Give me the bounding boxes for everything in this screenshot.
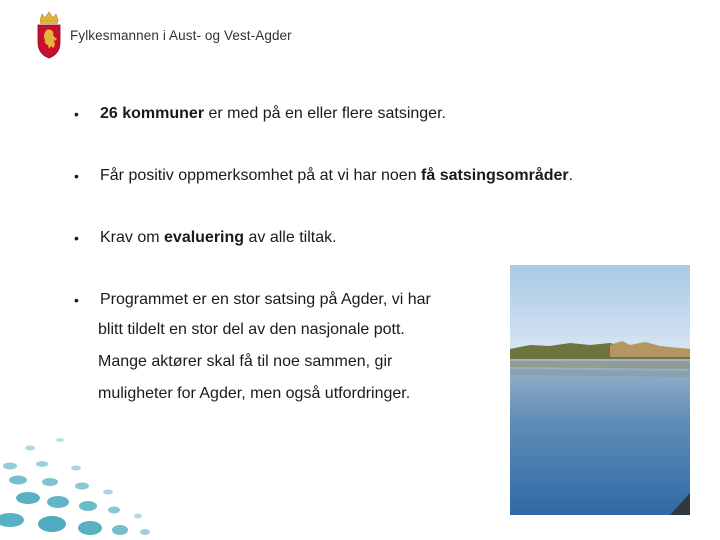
bullet-text: Krav om bbox=[100, 229, 165, 246]
organization-name: Fylkesmannen i Aust- og Vest-Agder bbox=[70, 27, 292, 43]
bullet-marker: • bbox=[74, 106, 79, 122]
bullet-text: av alle tiltak. bbox=[244, 229, 337, 246]
header bbox=[34, 10, 292, 60]
bullet-text: Får positiv oppmerksomhet på at vi har noen bbox=[100, 167, 422, 184]
bullet-text: . bbox=[568, 167, 574, 184]
bullet-text: er med på en eller flere satsinger. bbox=[204, 105, 446, 122]
list-item bbox=[74, 228, 337, 248]
lake-photo bbox=[510, 265, 690, 515]
bullet-text-line: muligheter for Agder, men også utfordringer. bbox=[98, 385, 411, 402]
bullet-text-line: blitt tildelt en stor del av den nasjonale pott. bbox=[98, 321, 405, 338]
bullet-marker: • bbox=[74, 292, 79, 308]
coat-of-arms-icon bbox=[34, 10, 64, 60]
bullet-text-line: Mange aktører skal få til noe sammen, gir bbox=[98, 353, 393, 370]
decorative-dot-swirl bbox=[0, 420, 170, 540]
list-item bbox=[74, 166, 573, 186]
list-item bbox=[74, 290, 431, 310]
bullet-marker: • bbox=[74, 230, 79, 246]
bullet-bold-text: få satsingsområder bbox=[421, 167, 569, 184]
bullet-text-line: Programmet er en stor satsing på Agder, vi har bbox=[100, 291, 431, 308]
bullet-bold-text: evaluering bbox=[164, 229, 245, 246]
bullet-bold-text: 26 kommuner bbox=[100, 105, 205, 122]
list-item bbox=[74, 104, 446, 124]
bullet-marker: • bbox=[74, 168, 79, 184]
